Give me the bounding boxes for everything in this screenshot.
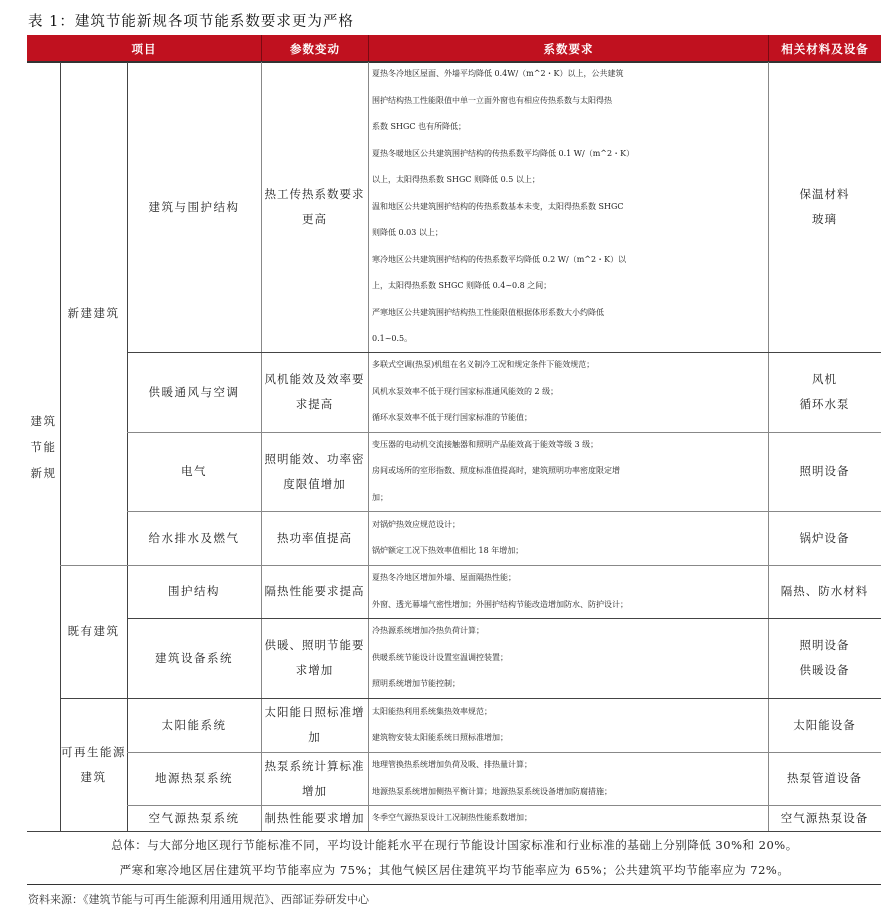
row-param [261,698,368,752]
param-line: 照明能效、功率密 [264,451,365,466]
material-line: 空气源热泵设备 [780,810,869,825]
requirement-line: 温和地区公共建筑围护结构的传热系数基本未变，太阳得热系数 SHGC [372,201,624,211]
row-requirements [369,752,768,805]
row-item: 给水排水及燃气 [148,530,240,545]
row-requirements [369,511,768,565]
row-materials [768,698,881,752]
requirement-line: 0.1~0.5。 [372,334,413,344]
requirement-line: 照明系统增加节能控制； [372,679,460,689]
requirement-line: 严寒地区公共建筑围护结构热工性能限值根据体形系数大小约降低 [372,307,604,317]
param-line: 求提高 [295,397,334,411]
param-line: 风机能效及效率要 [264,372,365,386]
source-note: 资料来源：《建筑节能与可再生能源利用通用规范》、西部证券研发中心 [28,893,369,906]
root-label-line: 建筑 [30,413,57,428]
header-item: 项目 [27,35,261,62]
row-item: 太阳能系统 [161,717,227,732]
requirement-line: 房间或场所的室形指数、照度标准值提高时，建筑照明功率密度限定增 [372,466,620,476]
param-line: 增加 [302,783,327,798]
requirement-line: 则降低 0.03 以上； [372,228,443,238]
row-param [261,805,368,831]
requirement-line: 对锅炉热效应规范设计； [372,519,460,529]
requirement-line: 地源热泵系统增加侧热平衡计算；地源热泵系统设备增加防腐措施； [372,786,612,796]
summary-line-2: 严寒和寒冷地区居住建筑平均节能率应为 75%；其他气候区居住建筑平均节能率应为 65%；公共建筑平均节能率应为 72%。 [119,863,790,877]
row-item: 空气源热泵系统 [148,810,240,825]
row-materials [768,805,881,831]
row-item: 建筑与围护结构 [148,199,240,214]
row-item: 建筑设备系统 [155,650,233,665]
requirement-line: 加； [372,492,388,502]
requirement-line: 变压器的电动机交流接触器和照明产品能效高于能效等级 3 级； [372,439,599,449]
row-item: 供暖通风与空调 [148,384,240,399]
footer-rule [27,884,881,885]
requirement-line: 夏热冬冷地区增加外墙、屋面隔热性能； [372,573,516,582]
row-requirements [369,618,768,698]
row-param [261,511,368,565]
row-param [261,565,368,618]
requirement-line: 多联式空调(热泵)机组在名义制冷工况和规定条件下能效规范； [372,360,595,370]
summary-line-1: 总体：与大部分地区现行节能标准不同，平均设计能耗水平在现行节能设计国家标准和行业标准的基础上分别降低 30%和 20%。 [111,838,798,852]
row-requirements [369,698,768,752]
row-param [261,352,368,432]
row-item: 围护结构 [168,584,220,598]
requirement-line: 建筑物安装太阳能系统日照标准增加； [372,733,508,742]
requirement-line: 锅炉额定工况下热效率值相比 18 年增加； [372,546,524,555]
group-label-line: 可再生能源 [61,744,126,759]
row-param [261,752,368,805]
requirement-line: 上，太阳得热系数 SHGC 则降低 0.4~0.8 之间； [372,281,552,291]
row-materials [768,752,881,805]
material-line: 照明设备 [799,638,850,652]
row-requirements [369,352,768,432]
param-line: 制热性能要求增加 [264,810,365,825]
header-req: 系数要求 [368,35,768,62]
requirement-line: 地理管换热系统增加负荷及吸、排热量计算； [372,760,532,769]
requirement-line: 太阳能热利用系统集热效率规范； [372,706,492,716]
requirement-line: 夏热冬冷地区屋面、外墙平均降低 0.4W/（m^2・K）以上，公共建筑 [372,69,624,79]
row-materials [768,511,881,565]
row-item: 电气 [181,464,207,478]
row-requirements [369,805,768,831]
row-requirements [369,62,768,352]
material-line: 风机 [812,372,837,386]
requirement-line: 寒冷地区公共建筑围护结构的传热系数平均降低 0.2 W/（m^2・K）以 [372,254,627,264]
row-param [261,432,368,511]
root-label-line: 新规 [30,465,57,480]
param-line: 热泵系统计算标准 [264,758,365,773]
row-materials [768,352,881,432]
param-line: 热工传热系数要求 [264,187,365,201]
header-param: 参数变动 [261,35,368,62]
requirement-line: 冬季空气源热泵设计工况制热性能系数增加； [372,812,532,822]
material-line: 热泵管道设备 [787,771,862,785]
material-line: 循环水泵 [799,397,850,411]
requirement-line: 夏热冬暖地区公共建筑围护结构的传热系数平均降低 0.1 W/（m^2・K） [372,148,635,158]
requirement-line: 以上，太阳得热系数 SHGC 则降低 0.5 以上； [372,175,540,185]
param-line: 热功率值提高 [277,530,352,545]
row-materials [768,618,881,698]
param-line: 更高 [302,212,327,226]
group-existing-building [60,565,127,698]
requirement-line: 系数 SHGC 也有所降低； [372,122,467,132]
root-category [27,62,60,831]
row-requirements [369,565,768,618]
requirement-line: 风机水泵效率不低于现行国家标准通风能效的 2 级； [372,386,559,396]
group-label: 既有建筑 [67,624,120,638]
param-line: 度限值增加 [283,476,346,491]
requirement-line: 外窗、透光幕墙气密性增加；外围护结构节能改造增加防水、防护设计； [372,599,628,609]
param-line: 供暖、照明节能要 [264,638,365,652]
row-item: 地源热泵系统 [155,771,233,785]
row-requirements [369,432,768,511]
row-param [261,618,368,698]
param-line: 隔热性能要求提高 [264,584,365,598]
group-label-line: 建筑 [80,769,107,784]
param-line: 加 [308,730,321,744]
row-materials [768,432,881,511]
material-line: 供暖设备 [799,663,850,677]
requirement-line: 围护结构热工性能限值中单一立面外窗也有相应传热系数与太阳得热 [372,95,612,105]
requirement-line: 供暖系统节能设计设置室温调控装置； [372,652,508,662]
param-line: 求增加 [295,663,334,677]
row-materials [768,62,881,352]
material-line: 锅炉设备 [799,530,850,545]
header-materials: 相关材料及设备 [768,35,881,62]
param-line: 太阳能日照标准增 [264,705,365,719]
requirement-line: 冷热源系统增加冷热负荷计算； [372,626,484,636]
requirement-line: 循环水泵效率不低于现行国家标准的节能值； [372,413,532,423]
material-line: 玻璃 [812,212,837,226]
table-title: 表 1：建筑节能新规各项节能系数要求更为严格 [28,14,354,30]
group-new-building [60,62,127,565]
row-param [261,62,368,352]
group-label: 新建建筑 [67,306,120,320]
material-line: 太阳能设备 [793,717,856,732]
group-renewable-building [60,698,127,831]
root-label-line: 节能 [30,439,57,454]
material-line: 照明设备 [799,464,850,478]
row-materials [768,565,881,618]
material-line: 保温材料 [799,187,850,201]
material-line: 隔热、防水材料 [780,584,869,598]
